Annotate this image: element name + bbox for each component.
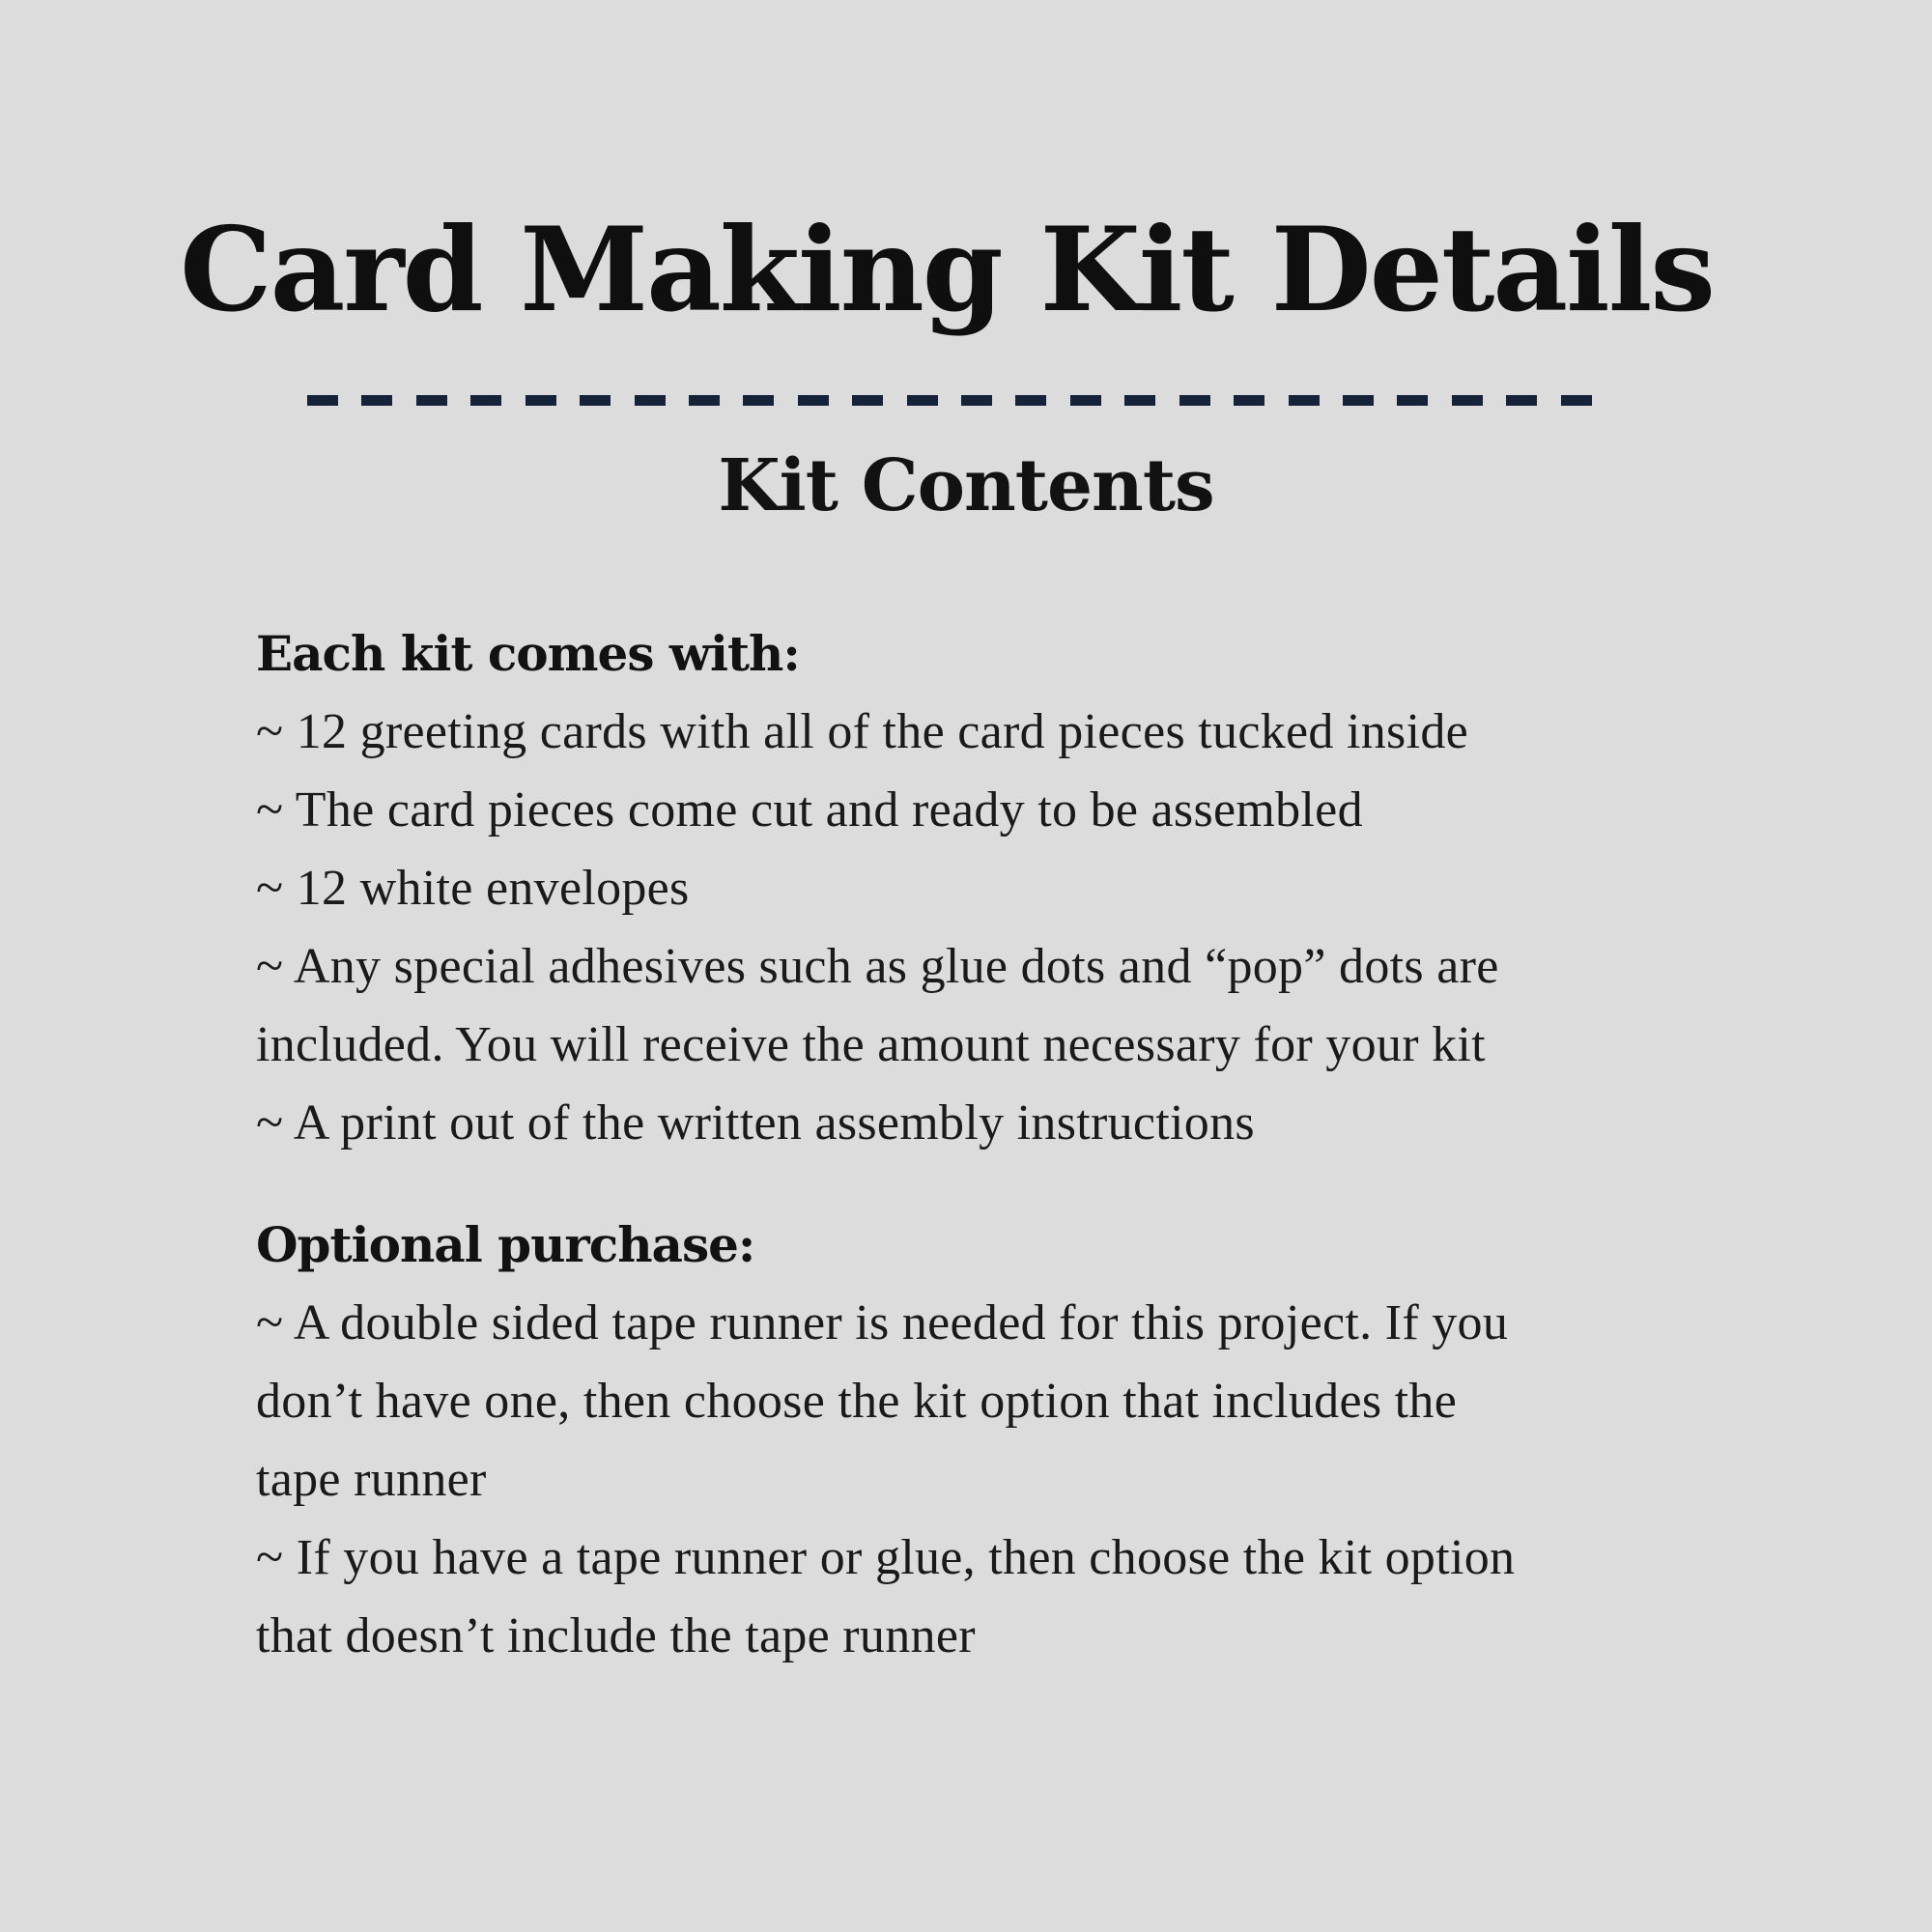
divider-dash [852,395,883,406]
divider-dash [798,395,829,406]
section-optional-purchase [256,1207,1666,1675]
list-item: ~ 12 greeting cards with all of the card pieces tucked inside [256,704,1469,759]
divider-dash [1070,395,1101,406]
divider-dash [689,395,720,406]
divider-dash [1124,395,1155,406]
divider-dash [907,395,938,406]
section-subtitle: Kit Contents [718,444,1214,527]
divider-dash [307,395,338,406]
section-heading: Each kit comes with: [256,625,800,682]
page-title: Card Making Kit Details [180,202,1714,338]
divider-dash [1179,395,1210,406]
divider-dash [1506,395,1537,406]
divider-dash [580,395,611,406]
list-item-continuation: that doesn’t include the tape runner [256,1608,976,1663]
divider-dash [961,395,992,406]
divider-dash [1452,395,1483,406]
list-item-continuation: don’t have one, then choose the kit option that includes the [256,1374,1458,1429]
list-item: ~ 12 white envelopes [256,861,690,916]
divider-dash [1397,395,1428,406]
list-item: ~ Any special adhesives such as glue dots and “pop” dots are [256,939,1499,994]
divider-dash [1234,395,1264,406]
list-item: ~ The card pieces come cut and ready to be assembled [256,782,1363,838]
divider-dash [743,395,774,406]
kit-contents-body [256,615,1666,1675]
divider-dash [470,395,501,406]
divider-dash [526,395,556,406]
divider-dash [635,395,666,406]
list-item: ~ A print out of the written assembly instructions [256,1095,1255,1151]
divider-dash [361,395,392,406]
divider-dash [416,395,447,406]
divider-dash [1561,395,1592,406]
divider-dash [1343,395,1374,406]
section-heading: Optional purchase: [256,1216,755,1273]
list-item: ~ If you have a tape runner or glue, then choose the kit option [256,1530,1516,1585]
list-item: ~ A double sided tape runner is needed for this project. If you [256,1295,1509,1350]
list-item-continuation: tape runner [256,1452,487,1507]
divider-dash [1015,395,1046,406]
list-item-continuation: included. You will receive the amount necessary for your kit [256,1017,1486,1072]
section-kit-includes [256,615,1666,1162]
divider-dash [1289,395,1320,406]
section-spacer [256,1162,1666,1207]
dashed-divider [307,395,1592,407]
